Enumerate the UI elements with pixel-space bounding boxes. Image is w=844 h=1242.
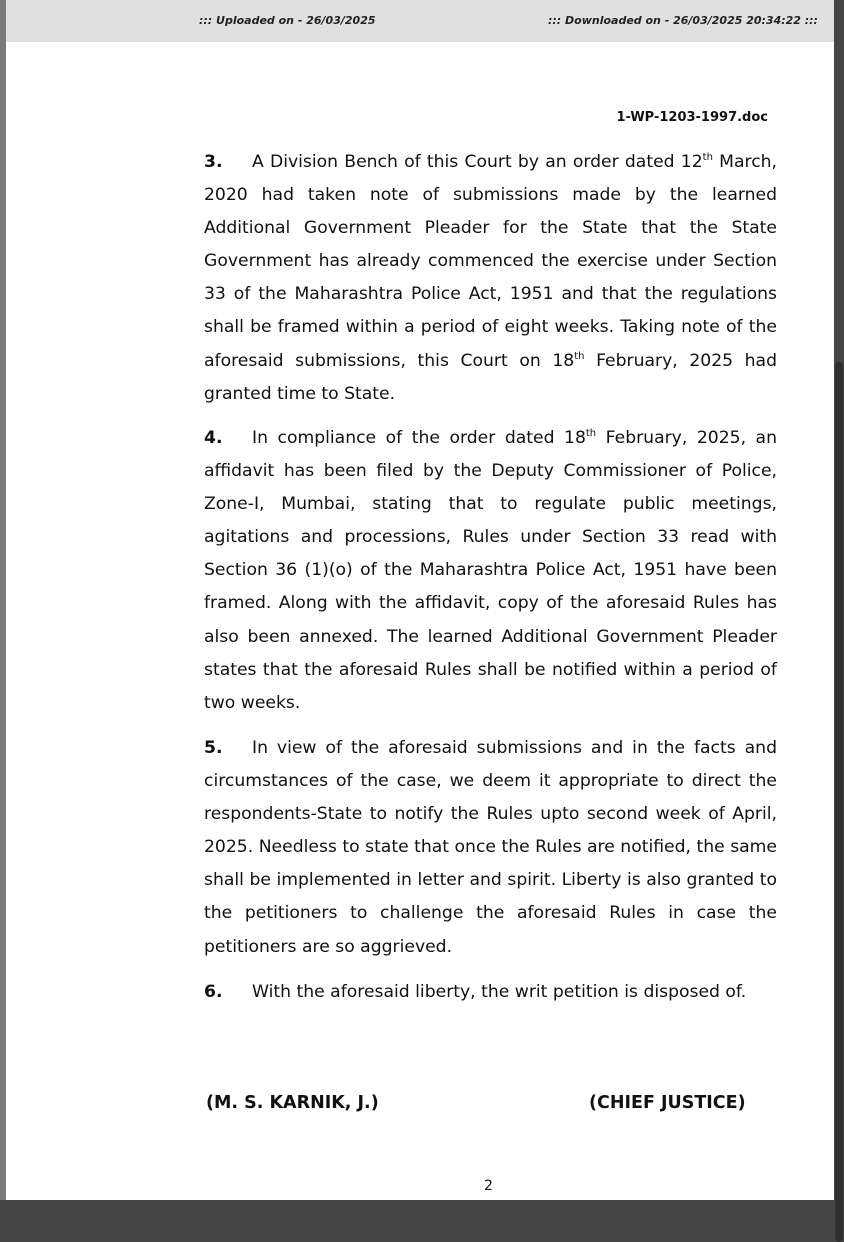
paragraph-4 [204,422,777,720]
downloaded-on-text: ::: Downloaded on - 26/03/2025 20:34:22 ::: [548,14,818,27]
paragraph-5 [204,732,777,964]
scrollbar[interactable] [834,42,844,1200]
paragraph-text: February, 2025 had granted time to State. [204,350,778,404]
paragraph-number: 4. [204,428,223,448]
paragraph-text: With the aforesaid liberty, the writ petition is disposed of. [252,982,747,1002]
download-header-bar [0,0,834,42]
uploaded-on-text: ::: Uploaded on - 26/03/2025 [199,14,376,27]
paragraph-text: In compliance of the order dated 18 [252,428,586,448]
signature-judge: (M. S. KARNIK, J.) [206,1093,379,1113]
document-file-name: 1-WP-1203-1997.doc [616,110,768,125]
paragraph-number: 3. [204,152,223,172]
superscript: th [574,350,585,362]
paragraph-text: March, 2020 had taken note of submissions made by the learned Additional Government Pleader for the State that the State Government has already commenced the exercise under Section 33 of the Maharashtra Police Act, 1951 and that the regulations shall be framed within a period of eight weeks. Taking note of the aforesaid submissions, this Court on 18 [204,152,777,371]
paragraph-text: February, 2025, an affidavit has been filed by the Deputy Commissioner of Police, Zone-I, Mumbai, stating that to regulate public meetings, agitations and processions, Rules under Section 33 read with Section 36 (1)(o) of the Maharashtra Police Act, 1951 have been framed. Along with the affidavit, copy of the aforesaid Rules has also been annexed. The learned Additional Government Pleader states that the aforesaid Rules shall be notified within a period of two weeks. [204,428,777,713]
paragraph-3 [204,146,777,411]
page-number: 2 [484,1178,493,1194]
superscript: th [585,428,597,439]
signature-chief-justice: (CHIEF JUSTICE) [589,1093,746,1113]
paragraph-number: 6. [204,982,223,1002]
page-left-edge [0,0,6,1200]
scrollbar-thumb[interactable] [835,362,843,1242]
paragraph-number: 5. [204,738,223,758]
paragraph-6 [204,976,777,1009]
paragraph-text: A Division Bench of this Court by an order dated 12 [252,152,703,172]
paragraph-text: In view of the aforesaid submissions and in the facts and circumstances of the case, we deem it appropriate to direct the respondents-State to notify the Rules upto second week of April, 2025. Needless to state that once the Rules are notified, the same shall be implemented in letter and spirit. Liberty is also granted to the petitioners to challenge the aforesaid Rules in case the petitioners are so aggrieved. [204,738,777,957]
superscript: th [702,152,713,163]
